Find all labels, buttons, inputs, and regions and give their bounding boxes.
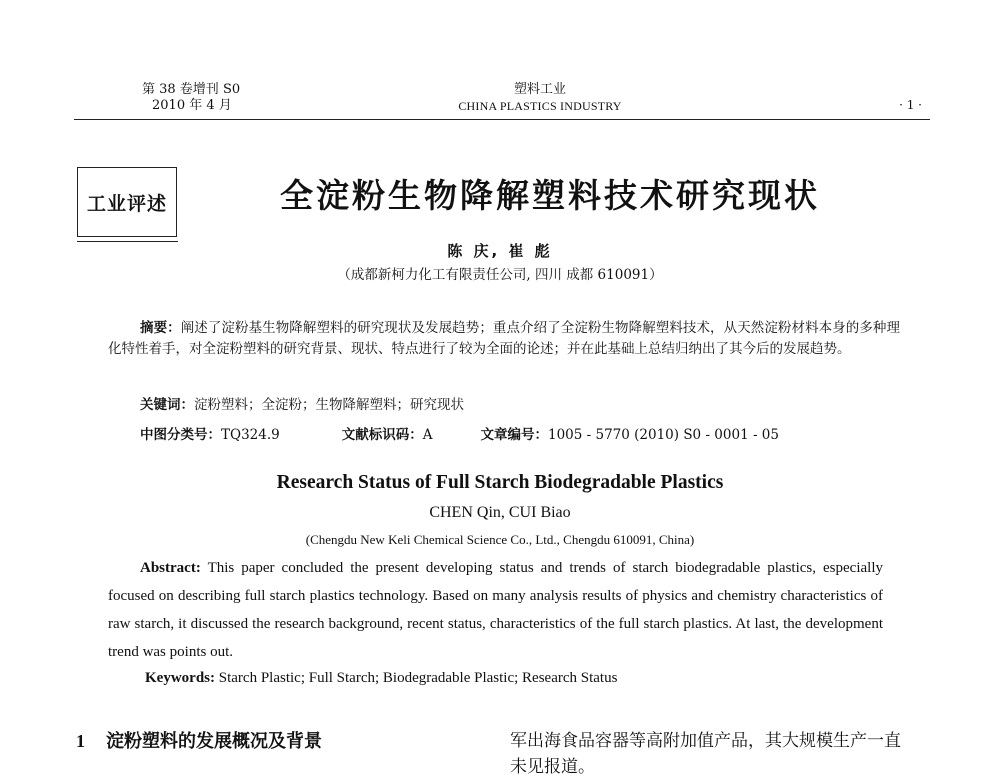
english-title: Research Status of Full Starch Biodegradable Plastics — [276, 472, 724, 493]
abstract-cn-label: 摘要： — [140, 320, 181, 336]
english-affiliation: (Chengdu New Keli Chemical Science Co., Ltd., Chengdu 610091, China) — [305, 532, 695, 547]
keywords-cn-label: 关键词： — [140, 397, 194, 413]
paper-title: 全淀粉生物降解塑料技术研究现状 — [280, 176, 820, 215]
section-title: 淀粉塑料的发展概况及背景 — [106, 731, 322, 752]
abstract-en — [108, 554, 883, 666]
author-affiliation: （成都新柯力化工有限责任公司, 四川 成都 610091） — [337, 267, 663, 283]
volume-info: 第 38 卷增刊 S0 — [142, 82, 241, 97]
keywords-en-text: Starch Plastic; Full Starch; Biodegradable Plastic; Research Status — [218, 670, 618, 686]
doc-code-label: 文献标识码： — [341, 427, 423, 443]
journal-name-cn: 塑料工业 — [513, 82, 566, 97]
body-right-column — [510, 728, 901, 780]
body-text-line-cut: 未见报道。 — [510, 757, 595, 777]
section-number: 1 — [76, 731, 85, 751]
doc-code-value: A — [422, 427, 433, 443]
keywords-en-label: Keywords: — [145, 670, 215, 686]
abstract-cn — [108, 318, 900, 360]
classification-line — [140, 423, 779, 443]
keywords-cn-text: 淀粉塑料；全淀粉；生物降解塑料；研究现状 — [194, 397, 464, 413]
running-header-volume — [142, 82, 240, 114]
clc-label: 中图分类号： — [140, 427, 221, 443]
header-rule — [74, 119, 930, 120]
author-list: 陈 庆, 崔 彪 — [447, 242, 553, 260]
clc-value: TQ324.9 — [221, 427, 280, 443]
keywords-cn — [140, 393, 464, 413]
abstract-en-text: This paper concluded the present developing status and trends of starch biodegradable plastics, especially focused on describing full starch plastics technology. Based on many analysis results of physics and chemistry characteristics of raw starch, it discussed the research background, recent status, characteristics of the full starch plastics. At last, the development trend was points out. — [108, 560, 883, 660]
journal-name-en: CHINA PLASTICS INDUSTRY — [458, 99, 622, 113]
abstract-en-label: Abstract: — [140, 560, 201, 576]
article-number-label: 文章编号： — [480, 427, 548, 443]
column-label-box — [77, 167, 177, 237]
keywords-en — [145, 670, 617, 687]
article-number-value: 1005 - 5770 (2010) S0 - 0001 - 05 — [547, 427, 779, 443]
column-label: 工业评述 — [86, 192, 167, 215]
issue-date: 2010 年 4 月 — [152, 98, 232, 113]
page-number: · 1 · — [899, 98, 922, 112]
running-header-journal — [420, 82, 660, 114]
section-heading — [76, 727, 322, 753]
english-authors: CHEN Qin, CUI Biao — [429, 504, 571, 521]
body-text-line: 军出海食品容器等高附加值产品，其大规模生产一直 — [510, 731, 901, 751]
abstract-cn-text: 阐述了淀粉基生物降解塑料的研究现状及发展趋势；重点介绍了全淀粉生物降解塑料技术，从天然淀粉材料本身的多种理化特性着手，对全淀粉塑料的研究背景、现状、特点进行了较为全面的论述；并在此基础上总结归纳出了其今后的发展趋势。 — [108, 320, 900, 357]
